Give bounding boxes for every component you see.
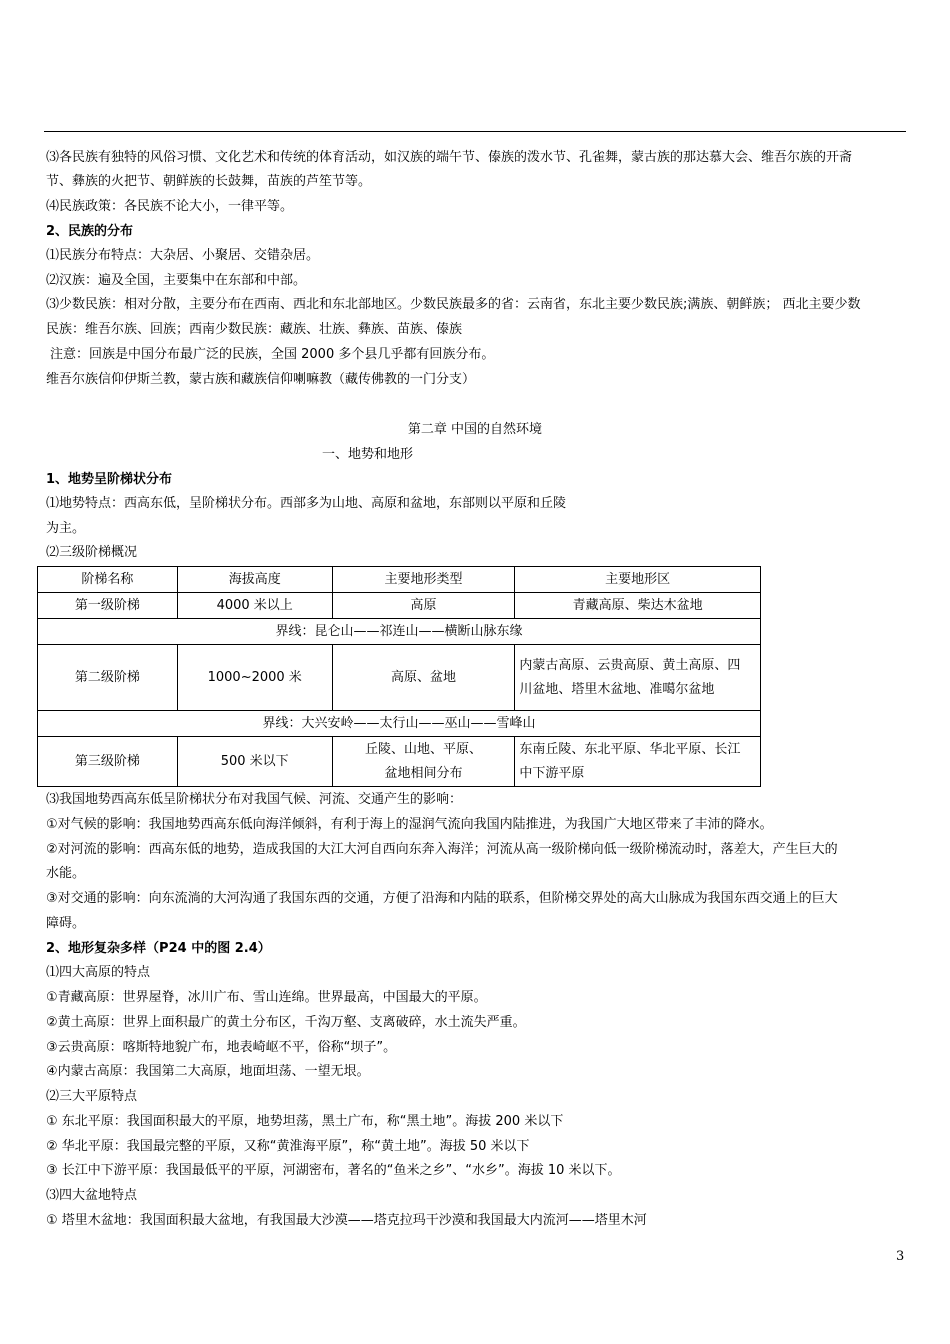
text-line: 水能。 — [46, 866, 86, 881]
text-line: ⑶少数民族：相对分散，主要分布在西南、西北和东北部地区。少数民族最多的省：云南省，东北主要少数民族;满族、朝鲜族； 西北主要少数 — [46, 297, 861, 312]
text-line: ⑶各民族有独特的风俗习惯、文化艺术和传统的体育活动，如汉族的端午节、傣族的泼水节、孔雀舞，蒙古族的那达慕大会、维吾尔族的开斋 — [46, 150, 853, 165]
table-boundary-row — [38, 619, 761, 645]
text-line: 民族：维吾尔族、回族；西南少数民族：藏族、壮族、彝族、苗族、傣族 — [46, 322, 463, 337]
section-heading: 1、地势呈阶梯状分布 — [46, 472, 173, 487]
table-row — [38, 737, 761, 787]
table-row — [38, 645, 761, 711]
text-line: ① 东北平原：我国面积最大的平原，地势坦荡，黑土广布，称“黑土地”。海拔 200 米以下 — [46, 1114, 564, 1129]
table-cell: 第三级阶梯 — [38, 737, 178, 787]
table-cell: 4000 米以上 — [177, 593, 332, 619]
cell-line: 盆地相间分布 — [384, 765, 463, 781]
steps-table — [37, 566, 761, 787]
text-line: ⑷民族政策：各民族不论大小，一律平等。 — [46, 199, 294, 214]
text-line: ⑴地势特点：西高东低，呈阶梯状分布。西部多为山地、高原和盆地，东部则以平原和丘陵 — [46, 496, 567, 511]
text-line: 障碍。 — [46, 916, 86, 931]
section-title: 一、地势和地形 — [322, 447, 414, 462]
text-line: 为主。 — [46, 521, 86, 536]
section-heading: 2、民族的分布 — [46, 224, 134, 239]
table-cell: 青藏高原、柴达木盆地 — [515, 593, 761, 619]
text-line: ③对交通的影响：向东流淌的大河沟通了我国东西的交通，方便了沿海和内陆的联系，但阶梯交界处的高大山脉成为我国东西交通上的巨大 — [46, 891, 838, 906]
table-cell — [515, 645, 761, 711]
table-header: 主要地形类型 — [332, 567, 515, 593]
text-line: ① 塔里木盆地：我国面积最大盆地，有我国最大沙漠——塔克拉玛干沙漠和我国最大内流河——塔里木河 — [46, 1213, 647, 1228]
cell-line: 丘陵、山地、平原、 — [364, 741, 482, 757]
chapter-title: 第二章 中国的自然环境 — [407, 422, 543, 437]
table-cell — [332, 737, 515, 787]
text-line: ⑶四大盆地特点 — [46, 1188, 138, 1203]
table-cell — [515, 737, 761, 787]
table-header: 阶梯名称 — [38, 567, 178, 593]
table-row — [38, 593, 761, 619]
page-number: 3 — [896, 1249, 905, 1264]
table-header: 海拔高度 — [177, 567, 332, 593]
boundary-cell: 界线：昆仑山——祁连山——横断山脉东缘 — [38, 619, 761, 645]
cell-line: 内蒙古高原、云贵高原、黄土高原、四 — [519, 657, 741, 673]
cell-line: 川盆地、塔里木盆地、准噶尔盆地 — [519, 681, 715, 697]
text-line: ⑵三大平原特点 — [46, 1089, 138, 1104]
table-cell: 第一级阶梯 — [38, 593, 178, 619]
table-cell: 第二级阶梯 — [38, 645, 178, 711]
table-cell: 高原、盆地 — [332, 645, 515, 711]
table-cell: 1000~2000 米 — [177, 645, 332, 711]
text-line: ①对气候的影响：我国地势西高东低向海洋倾斜，有利于海上的湿润气流向我国内陆推进，为我国广大地区带来了丰沛的降水。 — [46, 817, 773, 832]
table-header: 主要地形区 — [515, 567, 761, 593]
text-line: ⑴四大高原的特点 — [46, 965, 151, 980]
text-line: ⑴民族分布特点：大杂居、小聚居、交错杂居。 — [46, 248, 320, 263]
table-boundary-row — [38, 711, 761, 737]
cell-line: 中下游平原 — [519, 765, 585, 781]
text-line: ②黄土高原：世界上面积最广的黄土分布区，千沟万壑、支离破碎，水土流失严重。 — [46, 1015, 526, 1030]
text-line: ⑵汉族：遍及全国，主要集中在东部和中部。 — [46, 273, 307, 288]
note-line: 注意：回族是中国分布最广泛的民族，全国 2000 多个县几乎都有回族分布。 — [50, 347, 495, 362]
table-cell: 高原 — [332, 593, 515, 619]
cell-line: 东南丘陵、东北平原、华北平原、长江 — [519, 741, 741, 757]
text-line: ⑶我国地势西高东低呈阶梯状分布对我国气候、河流、交通产生的影响： — [46, 792, 463, 807]
text-line: ③ 长江中下游平原：我国最低平的平原，河湖密布，著名的“鱼米之乡”、“水乡”。海拔 10 米以下。 — [46, 1163, 621, 1178]
text-line: ② 华北平原：我国最完整的平原，又称“黄淮海平原”，称“黄土地”。海拔 50 米以下 — [46, 1139, 530, 1154]
text-line: 节、彝族的火把节、朝鲜族的长鼓舞，苗族的芦笙节等。 — [46, 174, 372, 189]
table-cell: 500 米以下 — [177, 737, 332, 787]
header-rule — [44, 131, 906, 132]
text-line: ②对河流的影响：西高东低的地势，造成我国的大江大河自西向东奔入海洋；河流从高一级阶梯向低一级阶梯流动时，落差大，产生巨大的 — [46, 842, 838, 857]
text-line: ①青藏高原：世界屋脊，冰川广布、雪山连绵。世界最高，中国最大的平原。 — [46, 990, 487, 1005]
text-line: ⑵三级阶梯概况 — [46, 545, 138, 560]
text-line: ④内蒙古高原：我国第二大高原，地面坦荡、一望无垠。 — [46, 1064, 370, 1079]
text-line: ③云贵高原：喀斯特地貌广布，地表崎岖不平，俗称“坝子”。 — [46, 1040, 397, 1055]
boundary-cell: 界线：大兴安岭——太行山——巫山——雪峰山 — [38, 711, 761, 737]
text-line: 维吾尔族信仰伊斯兰教，蒙古族和藏族信仰喇嘛教（藏传佛教的一门分支） — [46, 372, 476, 387]
section-heading: 2、地形复杂多样（P24 中的图 2.4） — [46, 941, 271, 956]
table-header-row — [38, 567, 761, 593]
